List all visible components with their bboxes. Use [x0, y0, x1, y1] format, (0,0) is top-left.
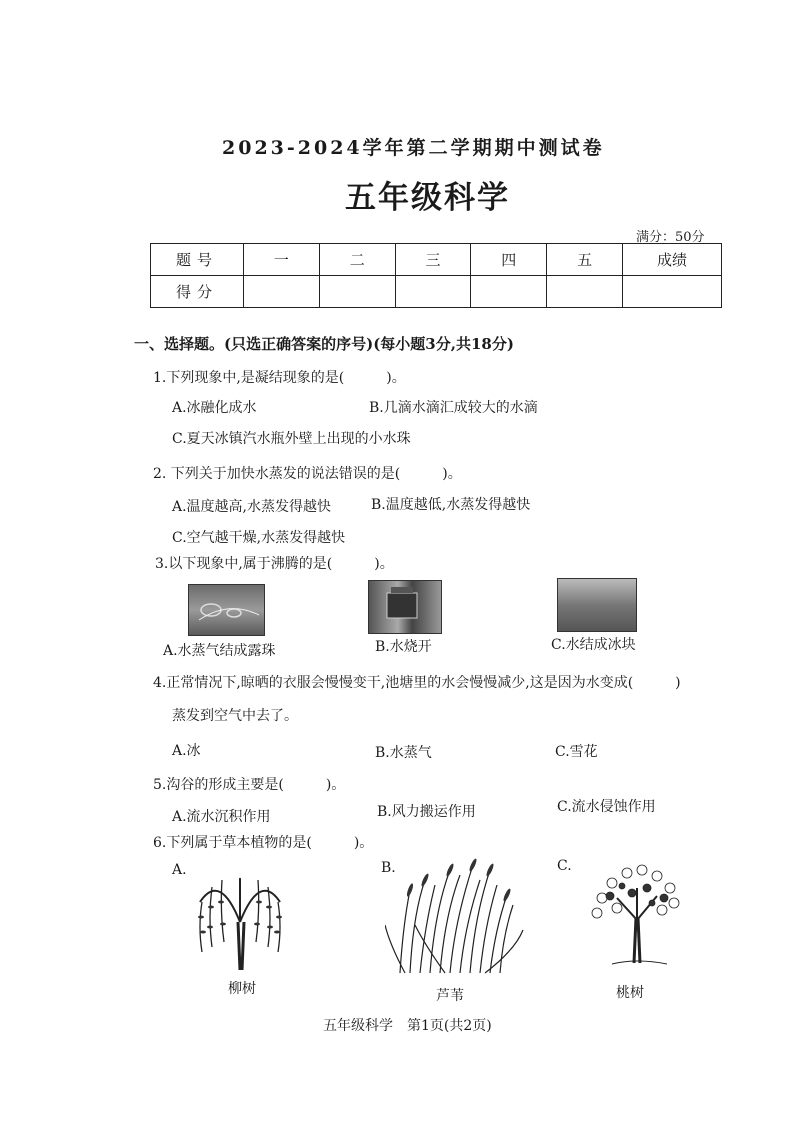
- score-table-header-row: [151, 244, 722, 276]
- question-1-option-c: C.夏天冰镇汽水瓶外壁上出现的小水珠: [172, 431, 411, 447]
- willow-caption: 柳树: [228, 981, 256, 997]
- question-2-stem: 2. 下列关于加快水蒸发的说法错误的是( )。: [153, 466, 462, 482]
- question-1-option-a: A.冰融化成水: [172, 400, 257, 416]
- exam-title: 2023-2024学年第二学期期中测试卷: [222, 137, 605, 159]
- question-4-option-a: A.冰: [172, 743, 201, 759]
- table-header-cell: 五: [547, 244, 623, 276]
- question-3-option-c: C.水结成冰块: [551, 637, 636, 653]
- table-header-cell: 二: [319, 244, 395, 276]
- question-3-option-b: B.水烧开: [375, 639, 432, 655]
- peach-tree-caption: 桃树: [616, 985, 644, 1001]
- dew-drops-icon: [189, 585, 264, 635]
- question-2-option-b: B.温度越低,水蒸发得越快: [371, 497, 531, 513]
- question-1-option-b: B.几滴水滴汇成较大的水滴: [369, 400, 538, 416]
- question-4-option-c: C.雪花: [555, 744, 598, 760]
- full-score: 满分：50分: [636, 230, 705, 245]
- score-cell: [471, 276, 547, 308]
- score-row-label: 得分: [151, 276, 244, 308]
- question-5-stem: 5.沟谷的形成主要是( )。: [153, 777, 346, 793]
- table-header-cell: 题号: [151, 244, 244, 276]
- reed-caption: 芦苇: [436, 988, 464, 1004]
- reed-illustration: [385, 855, 525, 975]
- page-footer: 五年级科学 第1页(共2页): [323, 1018, 492, 1034]
- boiling-water-photo: [368, 580, 442, 634]
- peach-tree-illustration: [582, 858, 692, 968]
- table-header-cell: 一: [244, 244, 320, 276]
- question-2-option-a: A.温度越高,水蒸发得越快: [172, 499, 332, 515]
- question-1-stem: 1.下列现象中,是凝结现象的是( )。: [153, 370, 406, 386]
- question-5-option-b: B.风力搬运作用: [377, 804, 476, 820]
- question-6-option-c: C.: [557, 858, 572, 874]
- score-cell: [319, 276, 395, 308]
- ice-block-photo: [557, 578, 637, 632]
- question-4-option-b: B.水蒸气: [375, 745, 432, 761]
- question-2-option-c: C.空气越干燥,水蒸发得越快: [172, 530, 346, 546]
- question-6-option-a: A.: [172, 862, 187, 878]
- question-6-stem: 6.下列属于草本植物的是( )。: [153, 835, 374, 851]
- score-table-score-row: [151, 276, 722, 308]
- score-cell: [395, 276, 471, 308]
- kettle-icon: [369, 581, 441, 633]
- table-header-cell: 四: [471, 244, 547, 276]
- score-cell: [244, 276, 320, 308]
- question-4-stem-line2: 蒸发到空气中去了。: [172, 708, 298, 724]
- question-3-option-a: A.水蒸气结成露珠: [163, 643, 276, 659]
- willow-tree-illustration: [190, 862, 290, 972]
- score-table: [150, 243, 722, 308]
- question-4-stem-line1: 4.正常情况下,晾晒的衣服会慢慢变干,池塘里的水会慢慢减少,这是因为水变成( ): [153, 675, 681, 691]
- score-cell: [547, 276, 623, 308]
- table-header-cell: 成绩: [623, 244, 722, 276]
- question-6-option-b: B.: [381, 860, 396, 876]
- section-heading: 一、选择题。(只选正确答案的序号)(每小题3分,共18分): [134, 335, 514, 353]
- subject-title: 五年级科学: [345, 180, 510, 216]
- question-5-option-c: C.流水侵蚀作用: [557, 799, 656, 815]
- dew-photo: [188, 584, 265, 636]
- question-5-option-a: A.流水沉积作用: [172, 809, 271, 825]
- score-cell: [623, 276, 722, 308]
- table-header-cell: 三: [395, 244, 471, 276]
- question-3-stem: 3.以下现象中,属于沸腾的是( )。: [155, 556, 394, 572]
